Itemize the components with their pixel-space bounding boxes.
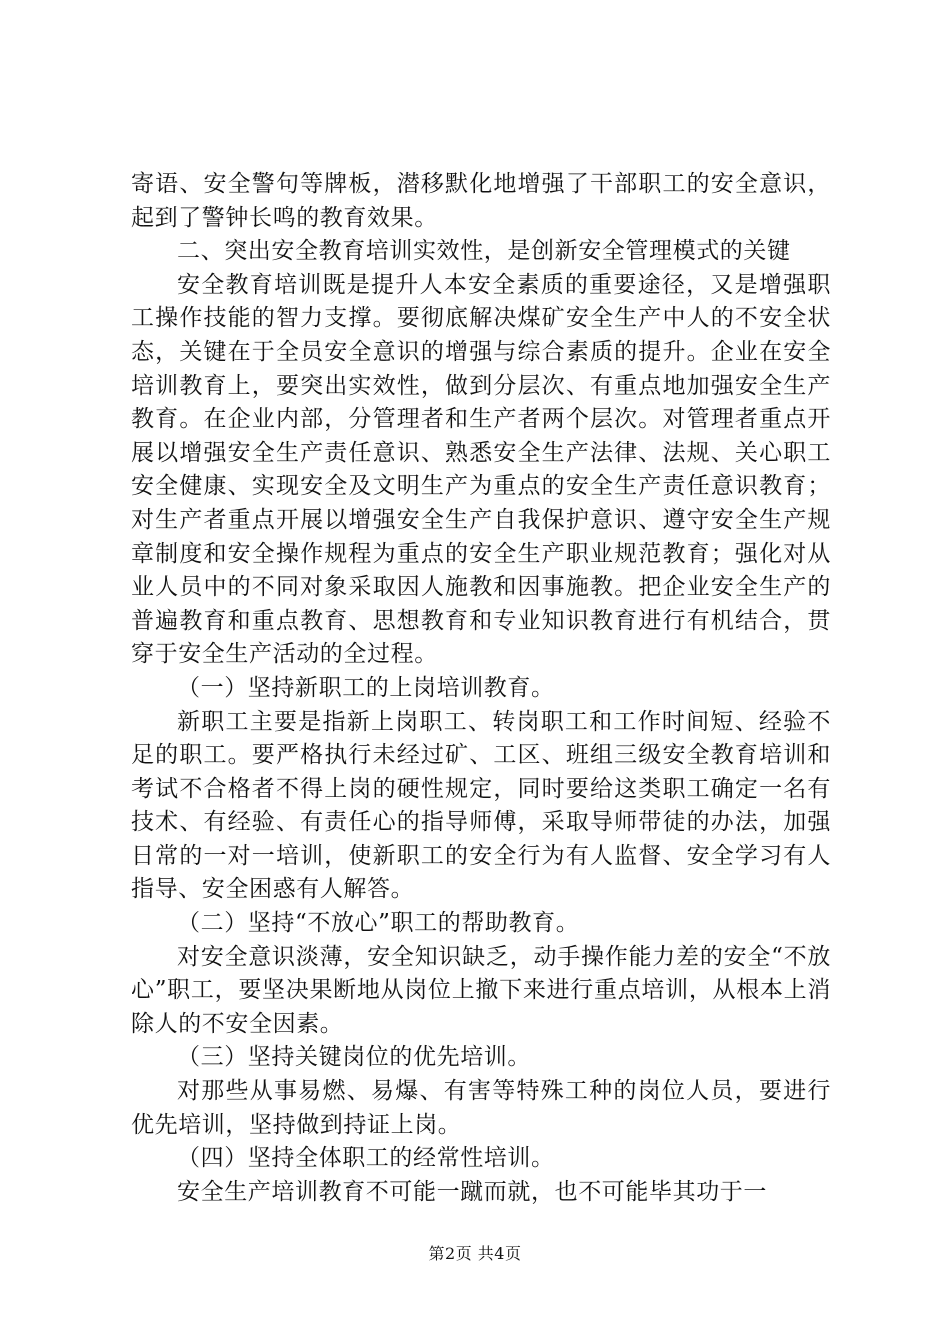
subsection-heading: （一）坚持新职工的上岗培训教育。 — [177, 674, 555, 701]
subsection-heading: （二）坚持“不放心”职工的帮助教育。 — [177, 910, 580, 937]
section-heading: 二、突出安全教育培训实效性，是创新安全管理模式的关键 — [177, 238, 791, 265]
paragraph: 安全教育培训既是提升人本安全素质的重要途径，又是增强职工操作技能的智力支撑。要彻底解决煤矿安全生产中人的不安全状态，关键在于全员安全意识的增强与综合素质的提升。企业在安全培训教育上，要突出实效性，做到分层次、有重点地加强安全生产教育。在企业内部，分管理者和生产者两个层次。对管理者重点开展以增强安全生产责任意识、熟悉安全生产法律、法规、关心职工安全健康、实现安全及文明生产为重点的安全生产责任意识教育；对生产者重点开展以增强安全生产自我保护意识、遵守安全生产规章制度和安全操作规程为重点的安全生产职业规范教育；强化对从业人员中的不同对象采取因人施教和因事施教。把企业安全生产的普遍教育和重点教育、思想教育和专业知识教育进行有机结合，贯穿于安全生产活动的全过程。 — [131, 271, 831, 668]
subsection-heading: （四）坚持全体职工的经常性培训。 — [177, 1145, 555, 1172]
paragraph: 寄语、安全警句等牌板，潜移默化地增强了干部职工的安全意识，起到了警钟长鸣的教育效果。 — [131, 171, 831, 231]
paragraph: 安全生产培训教育不可能一蹴而就，也不可能毕其功于一 — [177, 1178, 767, 1205]
paragraph: 对那些从事易燃、易爆、有害等特殊工种的岗位人员，要进行优先培训，坚持做到持证上岗。 — [131, 1078, 831, 1138]
paragraph: 对安全意识淡薄，安全知识缺乏，动手操作能力差的安全“不放心”职工，要坚决果断地从岗位上撤下来进行重点培训，从根本上消除人的不安全因素。 — [131, 943, 831, 1037]
paragraph: 新职工主要是指新上岗职工、转岗职工和工作时间短、经验不足的职工。要严格执行未经过矿、工区、班组三级安全教育培训和考试不合格者不得上岗的硬性规定，同时要给这类职工确定一名有技术、有经验、有责任心的指导师傅，采取导师带徒的办法，加强日常的一对一培训，使新职工的安全行为有人监督、安全学习有人指导、安全困惑有人解答。 — [131, 708, 831, 903]
page-footer: 第2页 共4页 — [428, 1244, 522, 1263]
document-body — [131, 168, 831, 1209]
subsection-heading: （三）坚持关键岗位的优先培训。 — [177, 1044, 531, 1071]
